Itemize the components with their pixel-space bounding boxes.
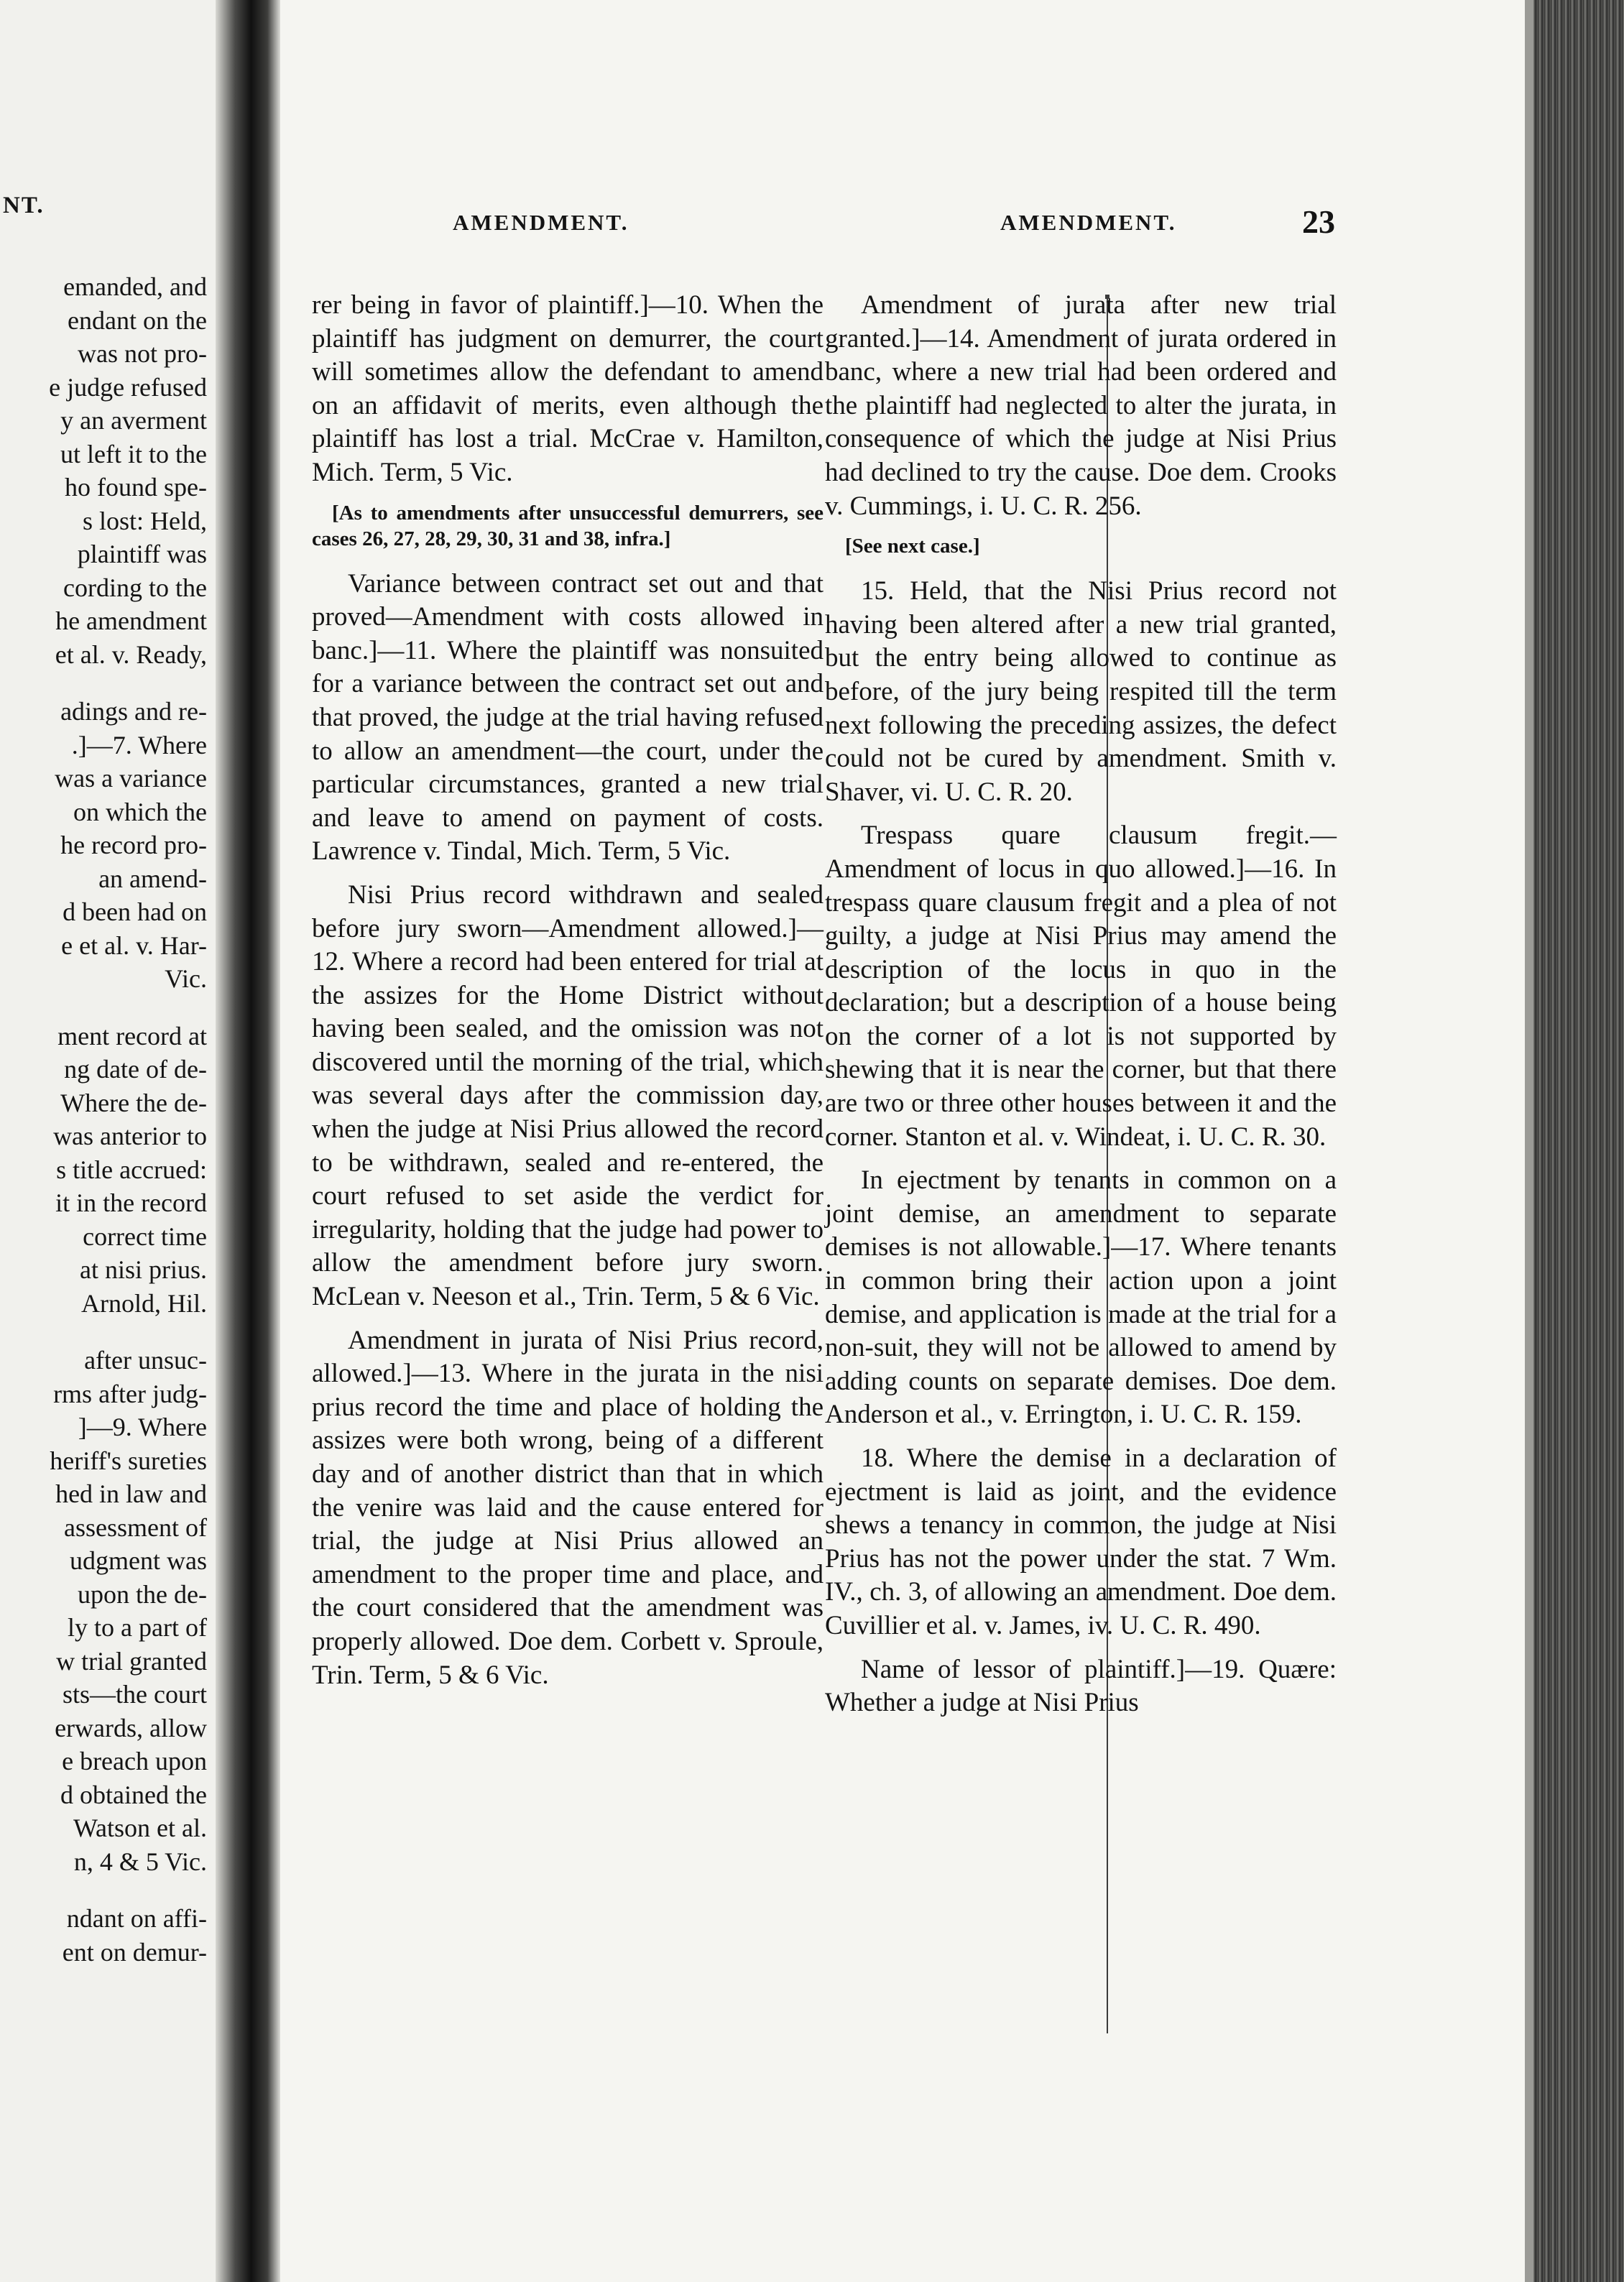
facing-page-line: was not pro- (78, 339, 207, 368)
page-edges (1525, 0, 1624, 2282)
facing-page-line: s lost: Held, (82, 506, 207, 535)
facing-page-line: an amend- (98, 864, 207, 893)
facing-page-line: w trial granted (56, 1646, 207, 1676)
facing-page-line: it in the record (55, 1188, 207, 1217)
facing-page-line: cording to the (63, 573, 207, 602)
facing-page-line: sts—the court (63, 1680, 207, 1709)
facing-page-line: upon the de- (78, 1579, 207, 1609)
right-column (825, 289, 1337, 1730)
facing-page-line: ng date of de- (64, 1055, 207, 1084)
cross-reference-note: [As to amendments after unsuccessful demurrers, see cases 26, 27, 28, 29, 30, 31 and 38, infra.] (312, 501, 823, 550)
facing-page-line: was anterior to (53, 1122, 207, 1150)
facing-page-line: at nisi prius. (80, 1255, 207, 1284)
running-head-right: AMENDMENT. (1000, 210, 1177, 235)
facing-page-line (0, 1320, 207, 1344)
facing-page-line: erwards, allow (55, 1713, 207, 1742)
facing-page-line: udgment was (70, 1546, 207, 1575)
facing-page-line: d obtained the (60, 1780, 207, 1809)
facing-page-line: after unsuc- (84, 1346, 207, 1375)
facing-page-line: Vic. (165, 964, 207, 993)
facing-page-line: emanded, and (63, 272, 207, 301)
facing-page-header: NT. (3, 193, 45, 218)
running-head-left: AMENDMENT. (453, 210, 629, 235)
case-paragraph-14: Amendment of jurata after new trial granted.]—14. Amendment of jurata ordered in banc, where a new trial had been ordered and the plaintiff had neglected to alter the jurata, in consequence of which the judge at Nisi Prius had declined to try the cause. Doe dem. Crooks v. Cummings, i. U. C. R. 256. (825, 290, 1337, 521)
facing-page-line: plaintiff was (77, 540, 207, 568)
facing-page-line: correct time (83, 1221, 207, 1251)
case-paragraph-10: rer being in favor of plaintiff.]—10. When the plaintiff has judgment on demurrer, the court will sometimes allow the defendant to amend on an affidavit of merits, even although the plaintiff has lost a trial. McCrae v. Hamilton, Mich. Term, 5 Vic. (312, 290, 823, 487)
case-paragraph-11: Variance between contract set out and that proved—Amendment with costs allowed in banc.]—11. Where the plaintiff was nonsuited for a variance between the contract set out and that proved, the judge at the trial having refused to allow an amendment—the court, under the particular circumstances, granted a new trial and leave to amend on payment of costs. Lawrence v. Tindal, Mich. Term, 5 Vic. (312, 568, 823, 867)
case-paragraph-12: Nisi Prius record withdrawn and sealed before jury sworn—Amendment allowed.]—12. Where a record had been entered for trial at the assizes for the Home District without having been sealed, and the omission was not discovered until the morning of the trial, which was several days after the commission day, when the judge at Nisi Prius allowed the record to be withdrawn, sealed and re-entered, the court refused to set aside the verdict for irregularity, holding that the judge had power to allow the amendment before jury sworn. McLean v. Neeson et al., Trin. Term, 5 & 6 Vic. (312, 879, 823, 1312)
facing-page-line: adings and re- (60, 697, 207, 726)
facing-page-line: he amendment (55, 606, 207, 635)
left-column (312, 289, 823, 1702)
facing-page-line: assessment of (64, 1512, 207, 1542)
facing-page-line: e breach upon (62, 1747, 207, 1775)
case-paragraph-19: Name of lessor of plaintiff.]—19. Quære: Whether a judge at Nisi Prius (825, 1654, 1337, 1718)
facing-page-line: he record pro- (60, 831, 207, 859)
facing-page-line (0, 996, 207, 1020)
facing-page-line: ut left it to the (60, 439, 207, 468)
facing-page-line: ]—9. Where (78, 1413, 207, 1441)
facing-page-line: hed in law and (55, 1479, 207, 1508)
facing-page-line: et al. v. Ready, (55, 639, 207, 669)
facing-page (0, 0, 216, 2282)
facing-page-line: heriff's sureties (50, 1446, 207, 1475)
facing-page-line: e judge refused (49, 372, 207, 402)
facing-page-line: ly to a part of (68, 1613, 207, 1642)
facing-page-line: Where the de- (60, 1088, 207, 1117)
case-paragraph-18: 18. Where the demise in a declaration of ejectment is laid as joint, and the evidence shews a tenancy in common, the judge at Nisi Prius has not the power under the stat. 7 Wm. IV., ch. 3, of allowing an amendment. Doe dem. Cuvillier et al. v. James, iv. U. C. R. 490. (825, 1443, 1337, 1640)
facing-page-text (0, 270, 207, 1969)
facing-page-line: Watson et al. (73, 1814, 207, 1842)
facing-page-line (0, 671, 207, 695)
facing-page-line: n, 4 & 5 Vic. (73, 1847, 207, 1876)
case-paragraph-17: In ejectment by tenants in common on a joint demise, an amendment to separate demises is not allowable.]—17. Where tenants in common bring their action upon a joint demise, and application is made at the trial for a non-suit, they will not be allowed to amend by adding counts on separate demises. Doe dem. Anderson et al., v. Errington, i. U. C. R. 159. (825, 1165, 1337, 1430)
facing-page-line: e et al. v. Har- (61, 930, 207, 960)
case-paragraph-13: Amendment in jurata of Nisi Prius record, allowed.]—13. Where in the jurata in the nisi prius record the time and place of holding the assizes were both wrong, being of a different day and of another district than that in which the venire was laid and the cause entered for trial, the judge at Nisi Prius allowed an amendment to the proper time and place, and the court considered that the amendment was properly allowed. Doe dem. Corbett v. Sproule, Trin. Term, 5 & 6 Vic. (312, 1325, 823, 1690)
facing-page-line: Arnold, Hil. (81, 1288, 207, 1318)
case-paragraph-16: Trespass quare clausum fregit.—Amendment of locus in quo allowed.]—16. In trespass quare clausum fregit and a plea of not guilty, a judge at Nisi Prius may amend the description of the locus in quo in the declaration; but a description of a house being on the corner of a lot is not supported by shewing that it is near the corner, but that there are two or three other houses between it and the corner. Stanton et al. v. Windeat, i. U. C. R. 30. (825, 821, 1337, 1152)
facing-page-line: ho found spe- (65, 473, 207, 502)
facing-page-line: s title accrued: (56, 1155, 207, 1184)
facing-page-line: ent on demur- (62, 1937, 207, 1967)
facing-page-line: ndant on affi- (66, 1904, 207, 1933)
see-next-case-note: [See next case.] (845, 535, 980, 558)
page-number: 23 (1302, 203, 1335, 240)
facing-page-line: endant on the (68, 305, 207, 335)
facing-page-line: on which the (73, 797, 207, 826)
facing-page-line: d been had on (63, 897, 207, 926)
case-paragraph-15: 15. Held, that the Nisi Prius record not having been altered after a new trial granted, but the entry being allowed to continue as before, of the jury being respited till the term next following the preceding assizes, the defect could not be cured by amendment. Smith v. Shaver, vi. U. C. R. 20. (825, 576, 1337, 807)
book-page (280, 0, 1525, 2282)
facing-page-line: y an averment (60, 406, 207, 435)
facing-page-line (0, 1878, 207, 1902)
facing-page-line: ment record at (57, 1021, 207, 1050)
book-gutter (216, 0, 280, 2282)
facing-page-line: was a variance (55, 764, 207, 793)
facing-page-line: .]—7. Where (71, 730, 207, 759)
facing-page-line: rms after judg- (53, 1379, 207, 1408)
